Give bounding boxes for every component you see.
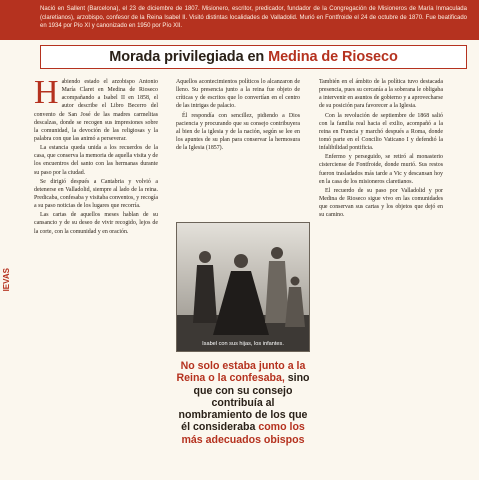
page-title-part-b: Medina de Rioseco (268, 49, 398, 65)
column3-paragraph: También en el ámbito de la política tuvo destacada presencia, pues su cercanía a la soberana le obligaba a intervenir en asuntos de gobierno y a aprovecharse de su posición para favorecer a la Iglesia. (319, 79, 443, 110)
page-title-part-a: Morada privilegiada en (109, 49, 269, 65)
column2-paragraph: Él respondía con sencillez, pidiendo a Dios paciencia y procurando que su consejo contribuyera al bien de la iglesia y de la nación, según se lee en los apuntes de su plan para conservar la hermosura de la Iglesia (1857). (176, 112, 300, 152)
column3-paragraph: El recuerdo de su paso por Valladolid y por Medina de Rioseco sigue vivo en las comunidades que conservan sus cartas y los objetos que dejó en su camino. (319, 187, 443, 219)
article-column-1 (34, 78, 158, 478)
pull-quote-part-b: sino que con su consejo contribuía al nombramiento de los que él consideraba (178, 372, 310, 434)
intro-text: Nació en Sallent (Barcelona), el 23 de diciembre de 1807. Misionero, escritor, predicador, fundador de la Congregación de Misioneros de María Inmaculada (claretianos), arzobispo, confesor de la Reina Isabel II. Visitó distintas localidades de Valladolid. Murió en Fontfroide el 24 de octubre de 1870. Fue beatificado en 1934 por Pío XI y canonizado en 1950 por Pío XII. (40, 6, 467, 30)
family-portrait-image (177, 223, 310, 352)
intro-band (0, 0, 479, 40)
column1-paragraph: La estancia queda unida a los recuerdos de la casa, que conserva la memoria de aquella visita y de los encuentros del santo con las hermanas durante su paso por la ciudad. (34, 145, 158, 176)
article-column-3 (319, 78, 443, 478)
drop-cap: H (34, 78, 59, 111)
photo-caption: Isabel con sus hijas, los infantes. (202, 341, 284, 347)
article-column-2 (176, 78, 300, 218)
pull-quote-part-a: No solo estaba junto a la Reina o la confesaba, (176, 360, 306, 385)
historical-photo (176, 222, 310, 352)
headline-box (40, 45, 467, 69)
side-tab: IEVAS (2, 268, 11, 292)
pull-quote (176, 360, 310, 446)
column1-paragraph: Las cartas de aquellos meses hablan de su cansancio y de su deseo de vivir recogido, lejos de la corte, con la comunidad y en oración. (34, 212, 158, 235)
pull-quote-part-c: como los más adecuados obispos (181, 421, 305, 446)
column3-paragraph: Enfermo y perseguido, se retiró al monasterio cisterciense de Fontfroide, donde murió. Sus restos fueron trasladados más tarde a Vic y descansan hoy en la casa de los misioneros claretianos. (319, 154, 443, 185)
column3-paragraph: Con la revolución de septiembre de 1868 salió con la familia real hacia el exilio, acompañó a la reina en Francia y marchó después a Roma, donde tomó parte en el Concilio Vaticano I y defendió la infalibilidad pontificia. (319, 112, 443, 152)
column1-paragraph: Se dirigió después a Cantabria y volvió a detenerse en Valladolid, siempre al lado de la reina. Predicaba, confesaba y visitaba conventos, y recogía a su paso noticias de los lugares que recorría. (34, 178, 158, 210)
page-title (109, 49, 398, 65)
column1-paragraph: abiendo estado el arzobispo Antonio María Claret en Medina de Rioseco acompañando a Isabel II en 1858, el autor describe el Libro Becerro del convento de San José de las madres carmelitas descalzas, donde se recogen sus impresiones sobre la comunidad, la devoción de las religiosas y la palabra con que las animó a perseverar. (34, 79, 158, 142)
column2-paragraph: Aquellos acontecimientos políticos lo alcanzaron de lleno. Su presencia junto a la reina fue objeto de críticas y de escritos que lo convertían en el centro de las intrigas de palacio. (176, 79, 300, 110)
